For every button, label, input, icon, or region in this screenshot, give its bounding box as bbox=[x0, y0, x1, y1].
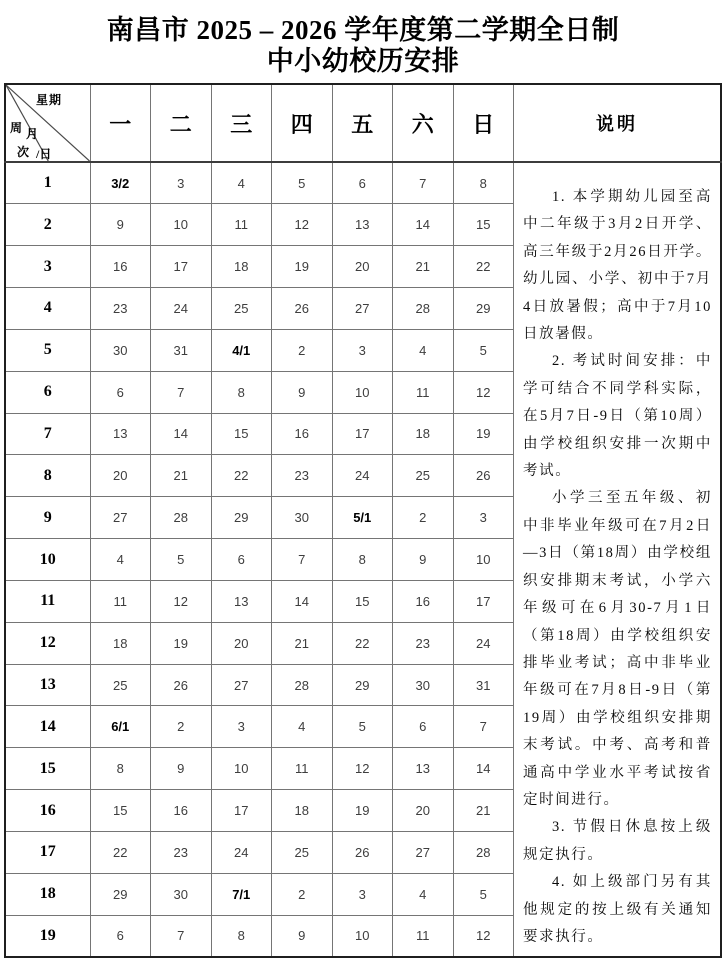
date-cell: 31 bbox=[151, 329, 212, 371]
week-number: 3 bbox=[5, 246, 90, 288]
date-cell: 24 bbox=[211, 832, 272, 874]
corner-weekday-label: 星期 bbox=[36, 93, 63, 107]
corner-cell bbox=[5, 84, 90, 162]
date-cell: 5 bbox=[151, 539, 212, 581]
week-number: 8 bbox=[5, 455, 90, 497]
note-paragraph: 小学三至五年级、初中非毕业年级可在7月2日—3日（第18周）由学校组织安排期末考试，小学六年级可在6月30-7月1日（第18周）由学校组织安排毕业考试；高中非毕业年级可在7月8日-9日（第19周）由学校组织安排期末考试。中考、高考和普通高中学业水平考试按省定时间进行。 bbox=[523, 490, 712, 808]
date-cell: 12 bbox=[151, 580, 212, 622]
date-cell: 4 bbox=[393, 873, 454, 915]
date-cell: 18 bbox=[272, 790, 333, 832]
date-cell: 5 bbox=[453, 329, 514, 371]
date-cell: 16 bbox=[151, 790, 212, 832]
date-cell: 8 bbox=[211, 371, 272, 413]
week-number: 7 bbox=[5, 413, 90, 455]
date-cell: 6 bbox=[90, 915, 151, 957]
date-cell: 25 bbox=[211, 288, 272, 330]
date-cell: 2 bbox=[393, 497, 454, 539]
month-start-date-cell: 4/1 bbox=[211, 329, 272, 371]
date-cell: 4 bbox=[393, 329, 454, 371]
date-cell: 17 bbox=[453, 580, 514, 622]
date-cell: 23 bbox=[90, 288, 151, 330]
date-cell: 19 bbox=[332, 790, 393, 832]
week-number: 1 bbox=[5, 162, 90, 204]
month-start-date-cell: 5/1 bbox=[332, 497, 393, 539]
date-cell: 11 bbox=[90, 580, 151, 622]
date-cell: 8 bbox=[332, 539, 393, 581]
date-cell: 15 bbox=[211, 413, 272, 455]
date-cell: 7 bbox=[151, 371, 212, 413]
date-cell: 30 bbox=[272, 497, 333, 539]
date-cell: 5 bbox=[272, 162, 333, 204]
date-cell: 26 bbox=[332, 832, 393, 874]
date-cell: 22 bbox=[90, 832, 151, 874]
date-cell: 19 bbox=[272, 246, 333, 288]
date-cell: 17 bbox=[332, 413, 393, 455]
date-cell: 29 bbox=[211, 497, 272, 539]
date-cell: 4 bbox=[211, 162, 272, 204]
date-cell: 29 bbox=[90, 873, 151, 915]
date-cell: 30 bbox=[90, 329, 151, 371]
corner-day-label: /日 bbox=[36, 147, 52, 161]
date-cell: 12 bbox=[453, 915, 514, 957]
month-start-date-cell: 7/1 bbox=[211, 873, 272, 915]
date-cell: 2 bbox=[272, 329, 333, 371]
date-cell: 28 bbox=[393, 288, 454, 330]
date-cell: 13 bbox=[211, 580, 272, 622]
date-cell: 12 bbox=[272, 204, 333, 246]
date-cell: 12 bbox=[332, 748, 393, 790]
notes-cell bbox=[514, 162, 722, 957]
date-cell: 22 bbox=[211, 455, 272, 497]
week-number: 6 bbox=[5, 371, 90, 413]
date-cell: 9 bbox=[272, 371, 333, 413]
date-cell: 26 bbox=[151, 664, 212, 706]
week-number: 4 bbox=[5, 288, 90, 330]
date-cell: 14 bbox=[151, 413, 212, 455]
week-number: 2 bbox=[5, 204, 90, 246]
date-cell: 18 bbox=[393, 413, 454, 455]
date-cell: 25 bbox=[393, 455, 454, 497]
date-cell: 18 bbox=[90, 622, 151, 664]
date-cell: 7 bbox=[151, 915, 212, 957]
date-cell: 23 bbox=[272, 455, 333, 497]
date-cell: 7 bbox=[272, 539, 333, 581]
date-cell: 27 bbox=[211, 664, 272, 706]
date-cell: 10 bbox=[151, 204, 212, 246]
date-cell: 15 bbox=[90, 790, 151, 832]
date-cell: 16 bbox=[393, 580, 454, 622]
weekday-header: 六 bbox=[393, 84, 454, 162]
date-cell: 31 bbox=[453, 664, 514, 706]
week-number: 12 bbox=[5, 622, 90, 664]
date-cell: 3 bbox=[332, 873, 393, 915]
date-cell: 4 bbox=[90, 539, 151, 581]
date-cell: 8 bbox=[453, 162, 514, 204]
date-cell: 20 bbox=[393, 790, 454, 832]
date-cell: 14 bbox=[453, 748, 514, 790]
date-cell: 5 bbox=[453, 873, 514, 915]
date-cell: 8 bbox=[211, 915, 272, 957]
date-cell: 26 bbox=[272, 288, 333, 330]
week-number: 14 bbox=[5, 706, 90, 748]
weekday-header: 三 bbox=[211, 84, 272, 162]
title-line-2: 中小幼校历安排 bbox=[266, 46, 460, 76]
date-cell: 8 bbox=[90, 748, 151, 790]
date-cell: 3 bbox=[332, 329, 393, 371]
date-cell: 6 bbox=[332, 162, 393, 204]
date-cell: 29 bbox=[453, 288, 514, 330]
date-cell: 9 bbox=[90, 204, 151, 246]
date-cell: 27 bbox=[393, 832, 454, 874]
date-cell: 21 bbox=[272, 622, 333, 664]
date-cell: 20 bbox=[90, 455, 151, 497]
date-cell: 14 bbox=[393, 204, 454, 246]
date-cell: 27 bbox=[90, 497, 151, 539]
date-cell: 22 bbox=[453, 246, 514, 288]
date-cell: 3 bbox=[211, 706, 272, 748]
date-cell: 30 bbox=[151, 873, 212, 915]
date-cell: 14 bbox=[272, 580, 333, 622]
date-cell: 17 bbox=[151, 246, 212, 288]
date-cell: 7 bbox=[453, 706, 514, 748]
date-cell: 7 bbox=[393, 162, 454, 204]
date-cell: 11 bbox=[272, 748, 333, 790]
date-cell: 16 bbox=[272, 413, 333, 455]
note-paragraph: 4. 如上级部门另有其他规定的按上级有关通知要求执行。 bbox=[523, 874, 712, 945]
date-cell: 9 bbox=[151, 748, 212, 790]
date-cell: 18 bbox=[211, 246, 272, 288]
header-row bbox=[5, 84, 721, 162]
corner-weekno-label-1: 周 bbox=[10, 121, 23, 135]
date-cell: 10 bbox=[332, 371, 393, 413]
week-number: 19 bbox=[5, 915, 90, 957]
date-cell: 30 bbox=[393, 664, 454, 706]
date-cell: 20 bbox=[332, 246, 393, 288]
note-paragraph: 2. 考试时间安排：中学可结合不同学科实际，在5月7日-9日（第10周）由学校组织安排一次期中考试。 bbox=[523, 353, 712, 480]
date-cell: 19 bbox=[453, 413, 514, 455]
date-cell: 19 bbox=[151, 622, 212, 664]
weekday-header: 二 bbox=[151, 84, 212, 162]
date-cell: 28 bbox=[453, 832, 514, 874]
week-number: 13 bbox=[5, 664, 90, 706]
week-number: 17 bbox=[5, 832, 90, 874]
date-cell: 6 bbox=[90, 371, 151, 413]
date-cell: 24 bbox=[453, 622, 514, 664]
date-cell: 10 bbox=[453, 539, 514, 581]
date-cell: 9 bbox=[272, 915, 333, 957]
date-cell: 5 bbox=[332, 706, 393, 748]
date-cell: 17 bbox=[211, 790, 272, 832]
page-title bbox=[0, 15, 726, 77]
date-cell: 28 bbox=[151, 497, 212, 539]
date-cell: 20 bbox=[211, 622, 272, 664]
week-number: 5 bbox=[5, 329, 90, 371]
date-cell: 11 bbox=[393, 915, 454, 957]
week-number: 15 bbox=[5, 748, 90, 790]
date-cell: 2 bbox=[272, 873, 333, 915]
date-cell: 10 bbox=[211, 748, 272, 790]
weekday-header: 一 bbox=[90, 84, 151, 162]
note-paragraph: 1. 本学期幼儿园至高中二年级于3月2日开学、高三年级于2月26日开学。幼儿园、小学、初中于7月4日放暑假；高中于7月10日放暑假。 bbox=[523, 189, 712, 343]
week-number: 16 bbox=[5, 790, 90, 832]
date-cell: 29 bbox=[332, 664, 393, 706]
date-cell: 13 bbox=[332, 204, 393, 246]
date-cell: 21 bbox=[151, 455, 212, 497]
date-cell: 27 bbox=[332, 288, 393, 330]
month-start-date-cell: 6/1 bbox=[90, 706, 151, 748]
date-cell: 15 bbox=[453, 204, 514, 246]
date-cell: 10 bbox=[332, 915, 393, 957]
week-number: 18 bbox=[5, 873, 90, 915]
date-cell: 28 bbox=[272, 664, 333, 706]
date-cell: 23 bbox=[151, 832, 212, 874]
weekday-header: 五 bbox=[332, 84, 393, 162]
date-cell: 26 bbox=[453, 455, 514, 497]
date-cell: 2 bbox=[151, 706, 212, 748]
date-cell: 11 bbox=[393, 371, 454, 413]
week-number: 9 bbox=[5, 497, 90, 539]
date-cell: 25 bbox=[90, 664, 151, 706]
weekday-header: 日 bbox=[453, 84, 514, 162]
date-cell: 25 bbox=[272, 832, 333, 874]
date-cell: 11 bbox=[211, 204, 272, 246]
week-row bbox=[5, 162, 721, 204]
date-cell: 21 bbox=[453, 790, 514, 832]
note-paragraph: 3. 节假日休息按上级规定执行。 bbox=[523, 819, 712, 863]
corner-weekno-label-2: 次 bbox=[17, 145, 30, 159]
date-cell: 4 bbox=[272, 706, 333, 748]
corner-month-label: 月 bbox=[26, 127, 39, 141]
date-cell: 16 bbox=[90, 246, 151, 288]
date-cell: 3 bbox=[151, 162, 212, 204]
date-cell: 6 bbox=[393, 706, 454, 748]
notes-header: 说明 bbox=[514, 84, 722, 162]
week-number: 11 bbox=[5, 580, 90, 622]
date-cell: 6 bbox=[211, 539, 272, 581]
date-cell: 24 bbox=[332, 455, 393, 497]
date-cell: 23 bbox=[393, 622, 454, 664]
date-cell: 13 bbox=[90, 413, 151, 455]
date-cell: 21 bbox=[393, 246, 454, 288]
date-cell: 12 bbox=[453, 371, 514, 413]
date-cell: 3 bbox=[453, 497, 514, 539]
school-calendar-table bbox=[4, 83, 722, 958]
date-cell: 22 bbox=[332, 622, 393, 664]
weekday-header: 四 bbox=[272, 84, 333, 162]
title-line-1: 南昌市 2025 – 2026 学年度第二学期全日制 bbox=[106, 15, 620, 45]
week-number: 10 bbox=[5, 539, 90, 581]
date-cell: 9 bbox=[393, 539, 454, 581]
date-cell: 15 bbox=[332, 580, 393, 622]
date-cell: 24 bbox=[151, 288, 212, 330]
month-start-date-cell: 3/2 bbox=[90, 162, 151, 204]
date-cell: 13 bbox=[393, 748, 454, 790]
